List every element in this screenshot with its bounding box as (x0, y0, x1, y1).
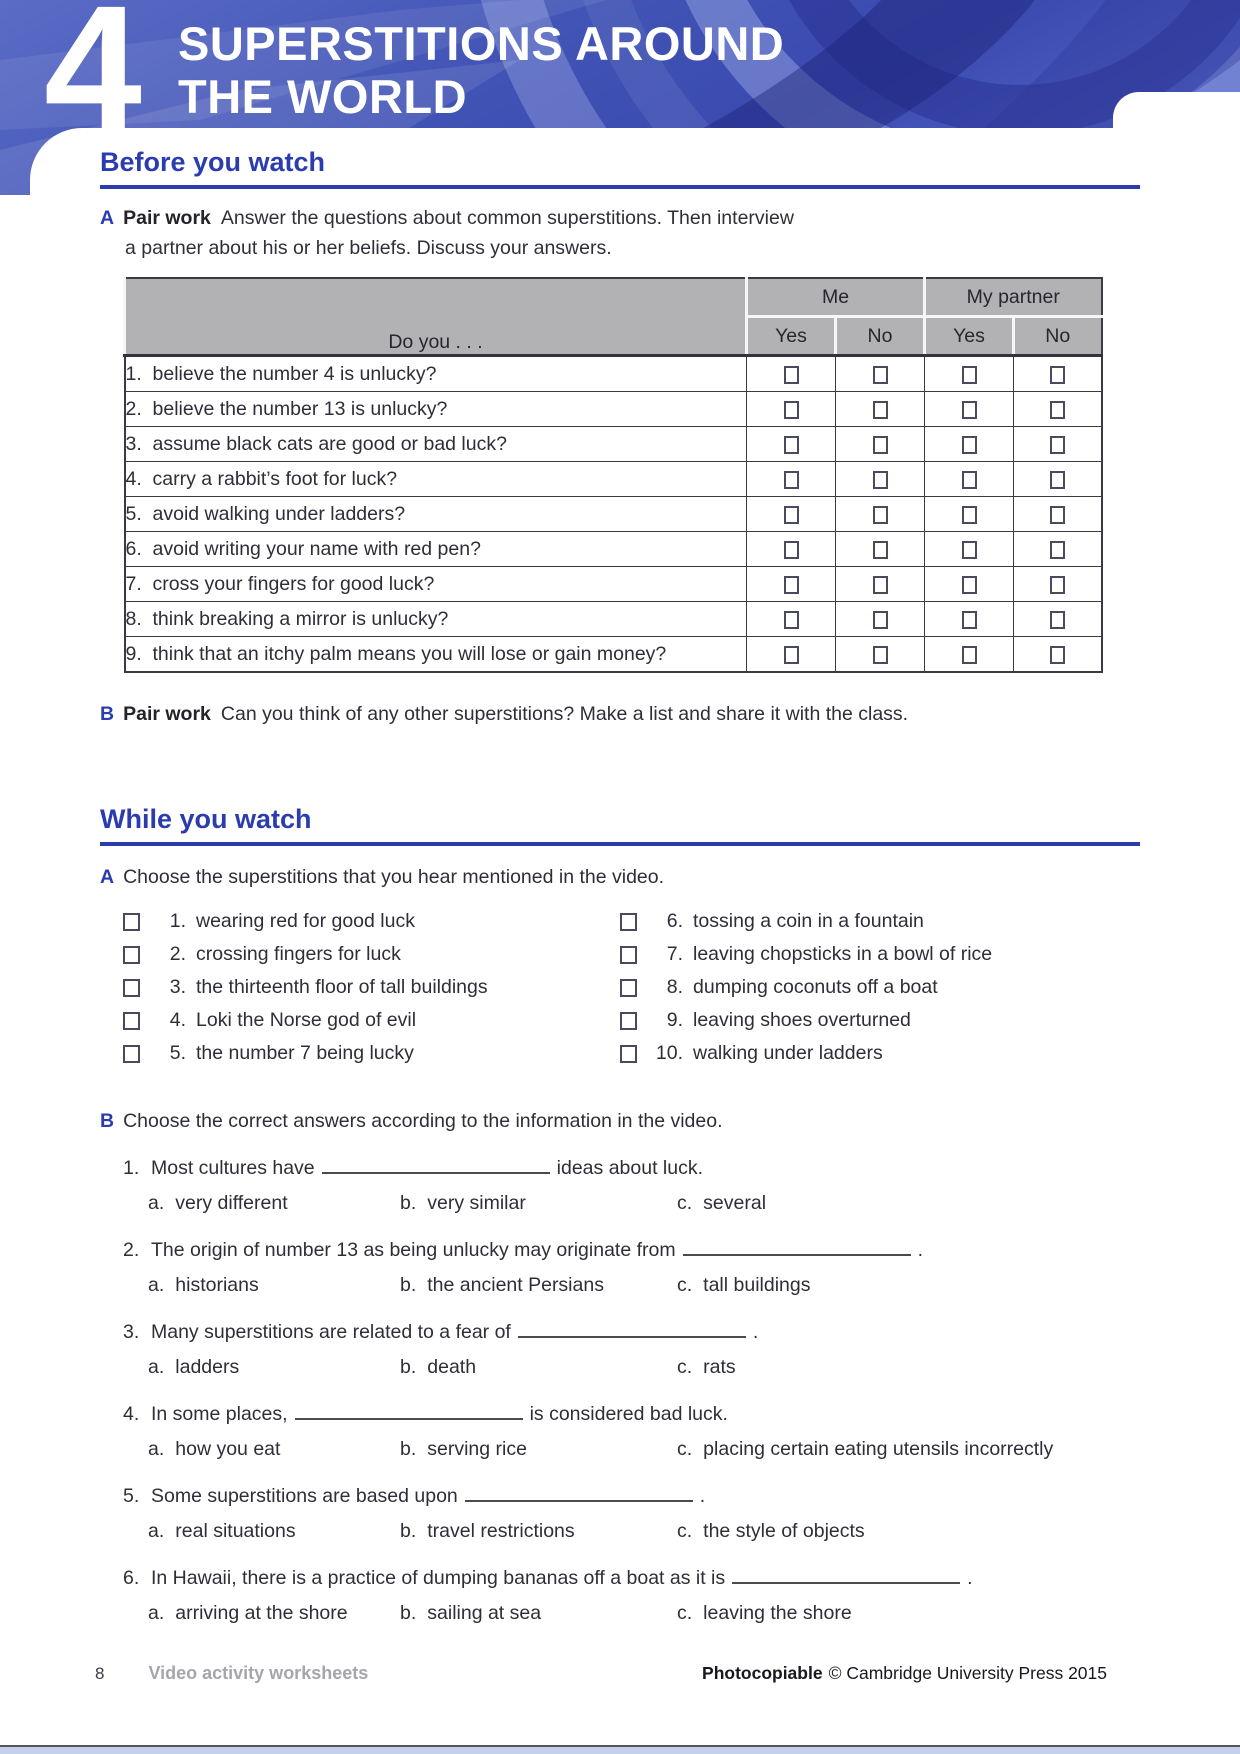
item-text: the thirteenth floor of tall buildings (196, 976, 488, 999)
row-question: assume black cats are good or bad luck? (152, 432, 507, 455)
option-text: historians (175, 1274, 259, 1297)
option-text: ladders (175, 1356, 240, 1379)
option-letter: b. (400, 1438, 417, 1461)
option-text: sailing at sea (427, 1602, 542, 1625)
question-block (100, 1485, 1140, 1543)
option-text: very similar (427, 1192, 526, 1215)
row-number: 8. (125, 607, 142, 630)
checkbox[interactable] (123, 979, 140, 997)
checklist-item (620, 943, 992, 966)
option-letter: c. (677, 1602, 693, 1625)
checkbox[interactable] (123, 946, 140, 964)
superstitions-survey-table (123, 277, 1103, 673)
item-text: tossing a coin in a fountain (693, 910, 924, 933)
answer-blank (518, 1321, 746, 1338)
question-number: 6. (123, 1567, 140, 1590)
row-number: 1. (125, 362, 142, 385)
checkbox[interactable] (873, 646, 888, 664)
table-row (125, 392, 1102, 427)
item-number: 4. (169, 1009, 186, 1032)
page-footer (95, 1663, 1107, 1684)
question-stem (123, 1239, 1140, 1262)
row-number: 4. (125, 467, 142, 490)
column-header-me-yes: Yes (747, 317, 836, 356)
option-letter: a. (148, 1602, 165, 1625)
checkbox[interactable] (962, 436, 977, 454)
row-number: 6. (125, 537, 142, 560)
checkbox[interactable] (1050, 541, 1065, 559)
item-text: the number 7 being lucky (196, 1042, 414, 1065)
option-letter: a. (148, 1274, 165, 1297)
answer-blank (732, 1567, 960, 1584)
question-stem (123, 1157, 1140, 1180)
checkbox[interactable] (784, 646, 799, 664)
checkbox[interactable] (1050, 436, 1065, 454)
item-number: 1. (169, 910, 186, 933)
option-letter: b. (400, 1520, 417, 1543)
question-text: Most cultures have (151, 1157, 315, 1180)
option-b (400, 1192, 677, 1215)
options-row (148, 1520, 1140, 1543)
item-text: leaving chopsticks in a bowl of rice (693, 943, 993, 966)
checkbox[interactable] (1050, 471, 1065, 489)
row-number: 7. (125, 572, 142, 595)
checklist-item (620, 1009, 911, 1032)
checkbox[interactable] (620, 946, 637, 964)
question-stem (123, 1321, 1140, 1344)
option-c (677, 1192, 766, 1215)
checklist-item (620, 1042, 883, 1065)
option-c (677, 1520, 865, 1543)
section-heading-before-you-watch: Before you watch (100, 147, 1140, 189)
option-text: tall buildings (703, 1274, 811, 1297)
option-letter: a. (148, 1356, 165, 1379)
checkbox[interactable] (962, 576, 977, 594)
item-number: 9. (666, 1009, 683, 1032)
checkbox[interactable] (962, 541, 977, 559)
checkbox[interactable] (962, 401, 977, 419)
options-row (148, 1192, 1140, 1215)
watch-b-label: B (100, 1110, 115, 1133)
answer-blank (465, 1485, 693, 1502)
row-question: think breaking a mirror is unlucky? (152, 607, 449, 630)
watch-b-instructions (100, 1110, 1140, 1133)
option-text: arriving at the shore (175, 1602, 348, 1625)
checkbox[interactable] (123, 1012, 140, 1030)
checkbox[interactable] (1050, 611, 1065, 629)
question-block (100, 1157, 1140, 1215)
option-a (148, 1356, 400, 1379)
option-text: death (427, 1356, 477, 1379)
options-row (148, 1438, 1140, 1461)
watch-a-text: Choose the superstitions that you hear mentioned in the video. (123, 866, 665, 889)
question-block (100, 1321, 1140, 1379)
checkbox[interactable] (620, 979, 637, 997)
watch-a-label: A (100, 866, 115, 889)
option-a (148, 1274, 400, 1297)
footer-left (95, 1663, 368, 1684)
table-row (125, 532, 1102, 567)
worksheet-content (0, 147, 1240, 1625)
checkbox[interactable] (1050, 401, 1065, 419)
checklist-item (123, 943, 620, 966)
checkbox[interactable] (1050, 366, 1065, 384)
page-bottom-edge (0, 1745, 1240, 1754)
question-stem (123, 1567, 1140, 1590)
question-text: Many superstitions are related to a fear of (151, 1321, 511, 1344)
row-question: avoid walking under ladders? (152, 502, 406, 525)
checkbox[interactable] (1050, 646, 1065, 664)
exercise-a-label: A (100, 207, 115, 229)
checklist-row (123, 971, 1140, 1004)
table-group-header-row (125, 278, 1102, 317)
option-a (148, 1438, 400, 1461)
checkbox[interactable] (620, 913, 637, 931)
question-text-after: . (917, 1239, 924, 1262)
options-row (148, 1356, 1140, 1379)
row-number: 2. (125, 397, 142, 420)
question-text-after: is considered bad luck. (529, 1403, 728, 1426)
row-question: avoid writing your name with red pen? (152, 537, 481, 560)
question-text: In some places, (151, 1403, 288, 1426)
question-text: Some superstitions are based upon (151, 1485, 458, 1508)
checklist-row (123, 1037, 1140, 1070)
photocopiable-label: Photocopiable (702, 1663, 823, 1683)
question-text-after: . (699, 1485, 706, 1508)
checkbox[interactable] (123, 1045, 140, 1063)
column-group-my-partner: My partner (925, 278, 1102, 317)
option-b (400, 1274, 677, 1297)
option-letter: a. (148, 1438, 165, 1461)
row-question: believe the number 13 is unlucky? (152, 397, 448, 420)
unit-number: 4 (44, 0, 142, 166)
option-letter: b. (400, 1192, 417, 1215)
checklist-row (123, 938, 1140, 971)
checklist-item (123, 1009, 620, 1032)
item-number: 5. (169, 1042, 186, 1065)
checkbox[interactable] (873, 611, 888, 629)
option-b (400, 1438, 677, 1461)
option-letter: a. (148, 1520, 165, 1543)
question-stem (123, 1485, 1140, 1508)
checklist-item (123, 1042, 620, 1065)
option-a (148, 1520, 400, 1543)
row-number: 3. (125, 432, 142, 455)
option-letter: c. (677, 1274, 693, 1297)
option-letter: c. (677, 1438, 693, 1461)
item-number: 6. (666, 910, 683, 933)
option-text: travel restrictions (427, 1520, 575, 1543)
checkbox[interactable] (962, 611, 977, 629)
question-block (100, 1239, 1140, 1297)
question-text-after: ideas about luck. (556, 1157, 704, 1180)
page-title-line1: SUPERSTITIONS AROUND (178, 17, 785, 70)
checkbox[interactable] (873, 506, 888, 524)
exercise-b-label: B (100, 703, 115, 726)
option-b (400, 1356, 677, 1379)
option-a (148, 1192, 400, 1215)
item-text: crossing fingers for luck (196, 943, 401, 966)
option-text: rats (703, 1356, 736, 1379)
checklist-item (620, 910, 924, 933)
exercise-b-text: Can you think of any other superstitions? Make a list and share it with the class. (220, 703, 909, 726)
question-block (100, 1567, 1140, 1625)
row-question: believe the number 4 is unlucky? (152, 362, 437, 385)
copyright-text: © Cambridge University Press 2015 (828, 1663, 1107, 1683)
checkbox[interactable] (962, 646, 977, 664)
options-row (148, 1274, 1140, 1297)
options-row (148, 1602, 1140, 1625)
exercise-b-instructions (100, 703, 1140, 726)
checkbox[interactable] (1050, 506, 1065, 524)
item-text: Loki the Norse god of evil (196, 1009, 417, 1032)
question-text-after: . (752, 1321, 759, 1344)
row-question: think that an itchy palm means you will lose or gain money? (152, 642, 667, 665)
question-stem (123, 1403, 1140, 1426)
option-b (400, 1602, 677, 1625)
option-b (400, 1520, 677, 1543)
option-text: several (703, 1192, 767, 1215)
checkbox[interactable] (962, 366, 977, 384)
answer-blank (295, 1403, 523, 1420)
table-row (125, 497, 1102, 532)
table-row (125, 427, 1102, 462)
option-text: serving rice (427, 1438, 527, 1461)
option-text: how you eat (175, 1438, 281, 1461)
checklist-row (123, 1004, 1140, 1037)
pair-work-label: Pair work (123, 703, 211, 726)
item-number: 10. (655, 1042, 683, 1065)
pair-work-label: Pair work (123, 207, 211, 229)
checkbox[interactable] (962, 471, 977, 489)
row-question: carry a rabbit’s foot for luck? (152, 467, 398, 490)
column-header-me-no: No (836, 317, 925, 356)
option-c (677, 1274, 811, 1297)
option-letter: c. (677, 1520, 693, 1543)
table-row (125, 462, 1102, 497)
checklist-item (620, 976, 938, 999)
option-letter: a. (148, 1192, 165, 1215)
answer-blank (683, 1239, 911, 1256)
answer-blank (322, 1157, 550, 1174)
checklist-item (123, 910, 620, 933)
section-heading-while-you-watch: While you watch (100, 804, 1140, 846)
checkbox[interactable] (873, 471, 888, 489)
table-row (125, 567, 1102, 602)
item-number: 7. (666, 943, 683, 966)
watch-b-text: Choose the correct answers according to the information in the video. (123, 1110, 723, 1133)
checkbox[interactable] (784, 366, 799, 384)
page-number: 8 (95, 1664, 105, 1683)
page-title (178, 18, 784, 123)
option-text: leaving the shore (703, 1602, 852, 1625)
checkbox[interactable] (873, 436, 888, 454)
question-number: 2. (123, 1239, 140, 1262)
checkbox[interactable] (1050, 576, 1065, 594)
question-block (100, 1403, 1140, 1461)
checkbox[interactable] (784, 541, 799, 559)
item-number: 2. (169, 943, 186, 966)
checkbox[interactable] (873, 576, 888, 594)
item-text: wearing red for good luck (196, 910, 415, 933)
exercise-a-text-line1: Answer the questions about common superstitions. Then interview (220, 207, 794, 229)
checkbox[interactable] (620, 1012, 637, 1030)
question-text: In Hawaii, there is a practice of dumping bananas off a boat as it is (151, 1567, 726, 1590)
question-text: The origin of number 13 as being unlucky may originate from (151, 1239, 676, 1262)
column-header-partner-yes: Yes (925, 317, 1014, 356)
option-c (677, 1438, 1053, 1461)
item-number: 3. (169, 976, 186, 999)
question-text-after: . (967, 1567, 973, 1590)
footer-copyright (702, 1663, 1107, 1684)
option-text: placing certain eating utensils incorrectly (703, 1438, 1054, 1461)
column-group-me: Me (747, 278, 925, 317)
question-number: 3. (123, 1321, 140, 1344)
checkbox[interactable] (784, 436, 799, 454)
item-number: 8. (666, 976, 683, 999)
checklist-item (123, 976, 620, 999)
item-text: dumping coconuts off a boat (693, 976, 938, 999)
item-text: leaving shoes overturned (693, 1009, 911, 1032)
exercise-a-text-line2: a partner about his or her beliefs. Discuss your answers. (125, 237, 612, 260)
option-c (677, 1602, 852, 1625)
option-text: the ancient Persians (427, 1274, 604, 1297)
option-letter: b. (400, 1356, 417, 1379)
exercise-a-instructions (100, 203, 1140, 263)
option-text: real situations (175, 1520, 296, 1543)
checkbox[interactable] (873, 366, 888, 384)
option-letter: b. (400, 1274, 417, 1297)
checkbox[interactable] (784, 576, 799, 594)
column-header-partner-no: No (1014, 317, 1102, 356)
option-c (677, 1356, 736, 1379)
superstitions-checklist (123, 905, 1140, 1070)
option-text: very different (175, 1192, 288, 1215)
question-number: 4. (123, 1403, 140, 1426)
checkbox[interactable] (962, 506, 977, 524)
row-number: 5. (125, 502, 142, 525)
row-number: 9. (125, 642, 142, 665)
checkbox[interactable] (784, 506, 799, 524)
option-letter: c. (677, 1192, 693, 1215)
table-corner-label: Do you . . . (125, 278, 747, 356)
table-row (125, 637, 1102, 673)
option-letter: c. (677, 1356, 693, 1379)
checklist-row (123, 905, 1140, 938)
watch-a-instructions (100, 866, 1140, 889)
table-row (125, 602, 1102, 637)
checkbox[interactable] (123, 913, 140, 931)
checkbox[interactable] (784, 611, 799, 629)
option-letter: b. (400, 1602, 417, 1625)
page-title-line2: THE WORLD (178, 69, 468, 123)
item-text: walking under ladders (693, 1042, 883, 1065)
question-number: 1. (123, 1157, 140, 1180)
checkbox[interactable] (784, 401, 799, 419)
question-number: 5. (123, 1485, 140, 1508)
footer-series-title: Video activity worksheets (148, 1663, 369, 1683)
checkbox[interactable] (784, 471, 799, 489)
checkbox[interactable] (873, 401, 888, 419)
row-question: cross your fingers for good luck? (152, 572, 435, 595)
checkbox[interactable] (620, 1045, 637, 1063)
comprehension-questions (100, 1110, 1140, 1625)
option-a (148, 1602, 400, 1625)
checkbox[interactable] (873, 541, 888, 559)
table-row (125, 356, 1102, 392)
option-text: the style of objects (703, 1520, 865, 1543)
